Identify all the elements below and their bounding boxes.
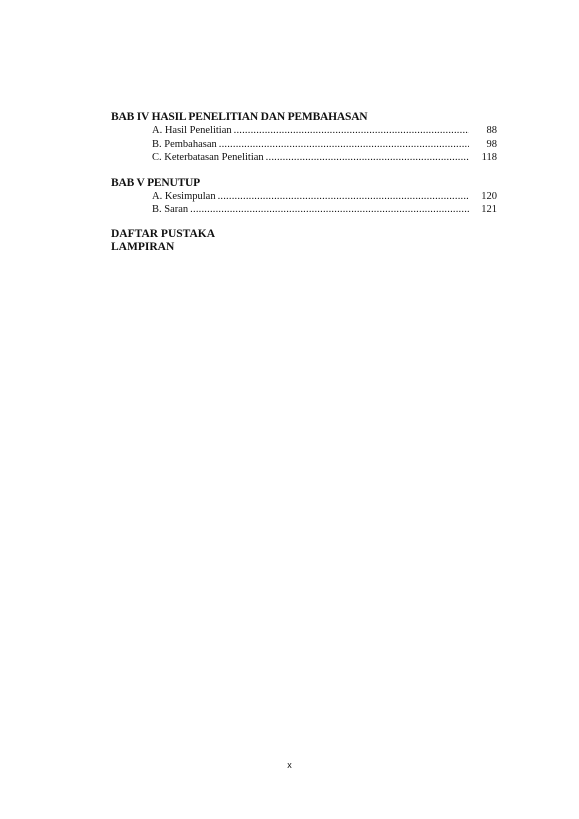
toc-entry-label: A. Hasil Penelitian — [152, 125, 232, 136]
toc-entry-label: B. Pembahasan — [152, 138, 217, 150]
chapter-entries — [152, 124, 497, 165]
chapter-title: BAB V PENUTUP — [111, 176, 200, 189]
toc-leader-dots — [234, 124, 469, 138]
chapter-bab-iv — [111, 110, 497, 165]
toc-leader-dots — [219, 138, 469, 152]
toc-entry-label: B. Saran — [152, 204, 189, 215]
toc-leader-dots — [190, 203, 469, 217]
toc-heading-lampiran: LAMPIRAN — [111, 240, 175, 253]
toc-entry — [152, 138, 497, 152]
toc-entry-page: 120 — [481, 190, 497, 202]
toc-leader-dots — [218, 190, 469, 204]
toc-entry-page: 98 — [486, 138, 497, 150]
page-number: x — [287, 760, 292, 770]
toc-entry-label: C. Keterbatasan Penelitian — [152, 152, 264, 163]
chapter-entries — [152, 190, 497, 217]
toc-entry-page: 118 — [481, 152, 497, 163]
toc-entry — [152, 203, 497, 217]
toc-leader-dots — [266, 151, 469, 165]
chapter-bab-v — [111, 176, 497, 217]
toc-entry — [152, 124, 497, 138]
table-of-contents — [111, 110, 497, 254]
toc-entry — [152, 190, 497, 204]
toc-entry-label: A. Kesimpulan — [152, 190, 216, 202]
toc-entry-page: 121 — [481, 204, 497, 215]
toc-entry-page: 88 — [486, 125, 497, 136]
chapter-title: BAB IV HASIL PENELITIAN DAN PEMBAHASAN — [111, 111, 368, 123]
toc-heading-daftar-pustaka: DAFTAR PUSTAKA — [111, 227, 216, 240]
toc-entry — [152, 151, 497, 165]
